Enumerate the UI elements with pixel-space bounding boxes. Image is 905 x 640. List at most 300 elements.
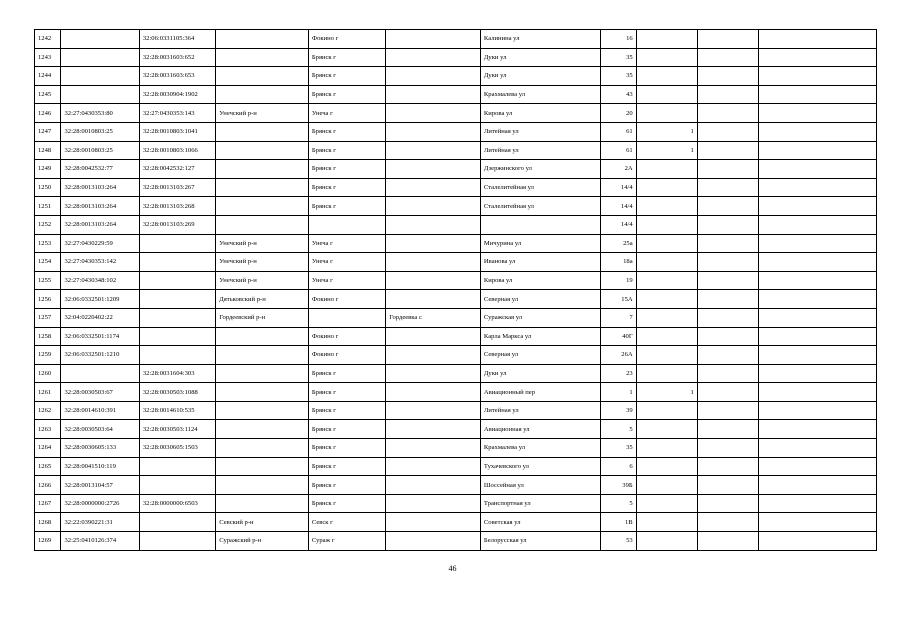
- district-cell: [216, 494, 309, 513]
- settlement-cell: [386, 197, 481, 216]
- extra-2-cell: [758, 457, 876, 476]
- table-row: [35, 234, 877, 253]
- cadastral-number-cell: [61, 85, 139, 104]
- table-row: [35, 253, 877, 272]
- city-cell: Брянск г: [308, 494, 385, 513]
- city-cell: Севск г: [308, 513, 385, 532]
- building-cell: [636, 457, 697, 476]
- house-number-cell: 1: [601, 383, 637, 402]
- building-cell: [636, 197, 697, 216]
- district-cell: [216, 420, 309, 439]
- house-number-cell: 14/4: [601, 215, 637, 234]
- city-cell: Брянск г: [308, 67, 385, 86]
- city-cell: Фокино г: [308, 290, 385, 309]
- cadastral-number-cell: 32:25:0410126:374: [61, 532, 139, 551]
- sub-cadastral-number-cell: 32:28:0010803:1066: [139, 141, 215, 160]
- district-cell: [216, 476, 309, 495]
- extra-2-cell: [758, 122, 876, 141]
- cadastral-number-cell: 32:04:0220402:22: [61, 308, 139, 327]
- row-number-cell: 1248: [35, 141, 61, 160]
- building-cell: 1: [636, 122, 697, 141]
- building-cell: [636, 215, 697, 234]
- cadastral-number-cell: 32:28:0010803:25: [61, 141, 139, 160]
- extra-1-cell: [697, 104, 758, 123]
- extra-2-cell: [758, 401, 876, 420]
- building-cell: [636, 30, 697, 49]
- extra-2-cell: [758, 494, 876, 513]
- table-row: [35, 67, 877, 86]
- extra-1-cell: [697, 178, 758, 197]
- building-cell: [636, 48, 697, 67]
- building-cell: [636, 364, 697, 383]
- house-number-cell: 19: [601, 271, 637, 290]
- sub-cadastral-number-cell: 32:28:0030503:1088: [139, 383, 215, 402]
- district-cell: [216, 439, 309, 458]
- city-cell: Унеча г: [308, 271, 385, 290]
- table-row: [35, 160, 877, 179]
- settlement-cell: Гордеевка с: [386, 308, 481, 327]
- extra-2-cell: [758, 439, 876, 458]
- street-cell: Сталелитейная ул: [480, 178, 600, 197]
- extra-1-cell: [697, 439, 758, 458]
- cadastral-number-cell: 32:06:0332501:1209: [61, 290, 139, 309]
- settlement-cell: [386, 420, 481, 439]
- row-number-cell: 1263: [35, 420, 61, 439]
- row-number-cell: 1242: [35, 30, 61, 49]
- house-number-cell: 14/4: [601, 178, 637, 197]
- extra-1-cell: [697, 160, 758, 179]
- settlement-cell: [386, 215, 481, 234]
- table-row: [35, 439, 877, 458]
- district-cell: Унечский р-н: [216, 253, 309, 272]
- settlement-cell: [386, 234, 481, 253]
- extra-2-cell: [758, 160, 876, 179]
- street-cell: Тухачевского ул: [480, 457, 600, 476]
- registry-table: [34, 29, 877, 551]
- extra-2-cell: [758, 48, 876, 67]
- street-cell: Белорусская ул: [480, 532, 600, 551]
- table-row: [35, 178, 877, 197]
- row-number-cell: 1244: [35, 67, 61, 86]
- row-number-cell: 1265: [35, 457, 61, 476]
- district-cell: [216, 30, 309, 49]
- row-number-cell: 1254: [35, 253, 61, 272]
- sub-cadastral-number-cell: [139, 476, 215, 495]
- district-cell: Унечский р-н: [216, 104, 309, 123]
- sub-cadastral-number-cell: [139, 308, 215, 327]
- city-cell: Фокино г: [308, 346, 385, 365]
- table-row: [35, 197, 877, 216]
- building-cell: [636, 401, 697, 420]
- row-number-cell: 1249: [35, 160, 61, 179]
- house-number-cell: 7: [601, 308, 637, 327]
- extra-2-cell: [758, 364, 876, 383]
- sub-cadastral-number-cell: [139, 327, 215, 346]
- house-number-cell: 5: [601, 420, 637, 439]
- cadastral-number-cell: [61, 67, 139, 86]
- district-cell: Унечский р-н: [216, 234, 309, 253]
- building-cell: [636, 420, 697, 439]
- building-cell: 1: [636, 141, 697, 160]
- district-cell: [216, 197, 309, 216]
- cadastral-number-cell: 32:27:0430353:142: [61, 253, 139, 272]
- extra-1-cell: [697, 271, 758, 290]
- extra-1-cell: [697, 197, 758, 216]
- house-number-cell: 25а: [601, 234, 637, 253]
- building-cell: [636, 513, 697, 532]
- street-cell: Мичурина ул: [480, 234, 600, 253]
- street-cell: Калинина ул: [480, 30, 600, 49]
- city-cell: Брянск г: [308, 160, 385, 179]
- city-cell: Брянск г: [308, 85, 385, 104]
- city-cell: Брянск г: [308, 48, 385, 67]
- settlement-cell: [386, 383, 481, 402]
- table-row: [35, 215, 877, 234]
- district-cell: [216, 48, 309, 67]
- city-cell: Брянск г: [308, 141, 385, 160]
- row-number-cell: 1250: [35, 178, 61, 197]
- extra-1-cell: [697, 494, 758, 513]
- extra-1-cell: [697, 122, 758, 141]
- extra-1-cell: [697, 290, 758, 309]
- house-number-cell: 14/4: [601, 197, 637, 216]
- table-row: [35, 30, 877, 49]
- settlement-cell: [386, 532, 481, 551]
- street-cell: Суражская ул: [480, 308, 600, 327]
- street-cell: Дуки ул: [480, 67, 600, 86]
- row-number-cell: 1251: [35, 197, 61, 216]
- house-number-cell: 35: [601, 67, 637, 86]
- row-number-cell: 1268: [35, 513, 61, 532]
- settlement-cell: [386, 178, 481, 197]
- table-row: [35, 104, 877, 123]
- building-cell: [636, 234, 697, 253]
- city-cell: [308, 308, 385, 327]
- extra-2-cell: [758, 215, 876, 234]
- row-number-cell: 1266: [35, 476, 61, 495]
- house-number-cell: 43: [601, 85, 637, 104]
- street-cell: Иванова ул: [480, 253, 600, 272]
- street-cell: Литейная ул: [480, 141, 600, 160]
- settlement-cell: [386, 513, 481, 532]
- sub-cadastral-number-cell: 32:28:0013103:267: [139, 178, 215, 197]
- row-number-cell: 1256: [35, 290, 61, 309]
- cadastral-number-cell: 32:28:0030605:133: [61, 439, 139, 458]
- house-number-cell: 18а: [601, 253, 637, 272]
- row-number-cell: 1257: [35, 308, 61, 327]
- district-cell: [216, 327, 309, 346]
- table-row: [35, 308, 877, 327]
- settlement-cell: [386, 290, 481, 309]
- cadastral-number-cell: 32:28:0010803:25: [61, 122, 139, 141]
- district-cell: [216, 141, 309, 160]
- extra-1-cell: [697, 215, 758, 234]
- city-cell: Брянск г: [308, 197, 385, 216]
- extra-1-cell: [697, 476, 758, 495]
- row-number-cell: 1253: [35, 234, 61, 253]
- district-cell: Унечский р-н: [216, 271, 309, 290]
- table-row: [35, 364, 877, 383]
- table-row: [35, 401, 877, 420]
- sub-cadastral-number-cell: 32:28:0013103:268: [139, 197, 215, 216]
- settlement-cell: [386, 457, 481, 476]
- extra-2-cell: [758, 290, 876, 309]
- building-cell: [636, 494, 697, 513]
- sub-cadastral-number-cell: 32:27:0430353:143: [139, 104, 215, 123]
- cadastral-number-cell: 32:28:0013103:264: [61, 215, 139, 234]
- street-cell: Карла Маркса ул: [480, 327, 600, 346]
- street-cell: Транспортная ул: [480, 494, 600, 513]
- street-cell: Крахмалева ул: [480, 85, 600, 104]
- cadastral-number-cell: [61, 48, 139, 67]
- extra-1-cell: [697, 346, 758, 365]
- extra-2-cell: [758, 308, 876, 327]
- city-cell: Брянск г: [308, 420, 385, 439]
- settlement-cell: [386, 494, 481, 513]
- sub-cadastral-number-cell: 32:28:0000000:6503: [139, 494, 215, 513]
- table-row: [35, 383, 877, 402]
- house-number-cell: 39Б: [601, 476, 637, 495]
- street-cell: Авиационный пер: [480, 383, 600, 402]
- house-number-cell: 35: [601, 439, 637, 458]
- sub-cadastral-number-cell: [139, 532, 215, 551]
- table-row: [35, 48, 877, 67]
- extra-1-cell: [697, 141, 758, 160]
- district-cell: [216, 160, 309, 179]
- extra-1-cell: [697, 401, 758, 420]
- table-row: [35, 290, 877, 309]
- extra-1-cell: [697, 420, 758, 439]
- district-cell: [216, 364, 309, 383]
- settlement-cell: [386, 122, 481, 141]
- building-cell: [636, 346, 697, 365]
- extra-2-cell: [758, 327, 876, 346]
- house-number-cell: 1В: [601, 513, 637, 532]
- city-cell: Унеча г: [308, 234, 385, 253]
- extra-1-cell: [697, 67, 758, 86]
- extra-1-cell: [697, 513, 758, 532]
- city-cell: Брянск г: [308, 476, 385, 495]
- extra-1-cell: [697, 383, 758, 402]
- district-cell: Гордеевский р-н: [216, 308, 309, 327]
- sub-cadastral-number-cell: 32:06:0331105:364: [139, 30, 215, 49]
- extra-1-cell: [697, 457, 758, 476]
- street-cell: Кирова ул: [480, 271, 600, 290]
- extra-1-cell: [697, 253, 758, 272]
- sub-cadastral-number-cell: 32:28:0031603:652: [139, 48, 215, 67]
- extra-1-cell: [697, 85, 758, 104]
- extra-1-cell: [697, 364, 758, 383]
- building-cell: [636, 308, 697, 327]
- sub-cadastral-number-cell: [139, 346, 215, 365]
- city-cell: Брянск г: [308, 122, 385, 141]
- extra-2-cell: [758, 346, 876, 365]
- house-number-cell: 5: [601, 494, 637, 513]
- building-cell: [636, 532, 697, 551]
- row-number-cell: 1262: [35, 401, 61, 420]
- cadastral-number-cell: 32:27:0430348:102: [61, 271, 139, 290]
- table-row: [35, 457, 877, 476]
- settlement-cell: [386, 48, 481, 67]
- extra-2-cell: [758, 178, 876, 197]
- building-cell: [636, 85, 697, 104]
- building-cell: [636, 253, 697, 272]
- row-number-cell: 1252: [35, 215, 61, 234]
- building-cell: [636, 439, 697, 458]
- district-cell: [216, 457, 309, 476]
- street-cell: Крахмалева ул: [480, 439, 600, 458]
- house-number-cell: 61: [601, 122, 637, 141]
- row-number-cell: 1246: [35, 104, 61, 123]
- house-number-cell: 26А: [601, 346, 637, 365]
- extra-2-cell: [758, 513, 876, 532]
- sub-cadastral-number-cell: 32:28:0030503:1124: [139, 420, 215, 439]
- sub-cadastral-number-cell: [139, 234, 215, 253]
- street-cell: Кирова ул: [480, 104, 600, 123]
- city-cell: Брянск г: [308, 401, 385, 420]
- district-cell: [216, 122, 309, 141]
- cadastral-number-cell: [61, 30, 139, 49]
- row-number-cell: 1243: [35, 48, 61, 67]
- settlement-cell: [386, 364, 481, 383]
- table-row: [35, 141, 877, 160]
- cadastral-number-cell: 32:28:0013103:264: [61, 197, 139, 216]
- settlement-cell: [386, 439, 481, 458]
- extra-2-cell: [758, 197, 876, 216]
- row-number-cell: 1245: [35, 85, 61, 104]
- sub-cadastral-number-cell: [139, 457, 215, 476]
- extra-2-cell: [758, 420, 876, 439]
- district-cell: Севский р-н: [216, 513, 309, 532]
- district-cell: [216, 215, 309, 234]
- house-number-cell: 53: [601, 532, 637, 551]
- district-cell: Дятьковский р-н: [216, 290, 309, 309]
- table-row: [35, 346, 877, 365]
- row-number-cell: 1261: [35, 383, 61, 402]
- row-number-cell: 1269: [35, 532, 61, 551]
- city-cell: Фокино г: [308, 327, 385, 346]
- street-cell: Литейная ул: [480, 122, 600, 141]
- row-number-cell: 1264: [35, 439, 61, 458]
- cadastral-number-cell: 32:28:0013103:264: [61, 178, 139, 197]
- house-number-cell: 23: [601, 364, 637, 383]
- cadastral-number-cell: [61, 364, 139, 383]
- house-number-cell: 16: [601, 30, 637, 49]
- city-cell: [308, 215, 385, 234]
- extra-2-cell: [758, 234, 876, 253]
- sub-cadastral-number-cell: 32:28:0042532:127: [139, 160, 215, 179]
- district-cell: [216, 67, 309, 86]
- street-cell: Авиационная ул: [480, 420, 600, 439]
- settlement-cell: [386, 401, 481, 420]
- sub-cadastral-number-cell: 32:28:0010803:1041: [139, 122, 215, 141]
- street-cell: Сталелитейная ул: [480, 197, 600, 216]
- table-row: [35, 327, 877, 346]
- cadastral-number-cell: 32:06:0332501:1210: [61, 346, 139, 365]
- extra-1-cell: [697, 532, 758, 551]
- street-cell: Литейная ул: [480, 401, 600, 420]
- settlement-cell: [386, 104, 481, 123]
- settlement-cell: [386, 346, 481, 365]
- house-number-cell: 40Г: [601, 327, 637, 346]
- building-cell: [636, 327, 697, 346]
- building-cell: [636, 104, 697, 123]
- house-number-cell: 15А: [601, 290, 637, 309]
- building-cell: [636, 290, 697, 309]
- cadastral-number-cell: 32:28:0042532:77: [61, 160, 139, 179]
- district-cell: Суражский р-н: [216, 532, 309, 551]
- sub-cadastral-number-cell: [139, 253, 215, 272]
- settlement-cell: [386, 30, 481, 49]
- row-number-cell: 1267: [35, 494, 61, 513]
- settlement-cell: [386, 67, 481, 86]
- city-cell: Брянск г: [308, 364, 385, 383]
- city-cell: Унеча г: [308, 253, 385, 272]
- building-cell: [636, 271, 697, 290]
- house-number-cell: 61: [601, 141, 637, 160]
- sub-cadastral-number-cell: [139, 290, 215, 309]
- extra-2-cell: [758, 85, 876, 104]
- cadastral-number-cell: 32:28:0041510:119: [61, 457, 139, 476]
- cadastral-number-cell: 32:22:0390221:31: [61, 513, 139, 532]
- extra-2-cell: [758, 104, 876, 123]
- settlement-cell: [386, 253, 481, 272]
- cadastral-number-cell: 32:27:0430353:80: [61, 104, 139, 123]
- table-row: [35, 532, 877, 551]
- city-cell: Фокино г: [308, 30, 385, 49]
- street-cell: Дуки ул: [480, 48, 600, 67]
- building-cell: [636, 160, 697, 179]
- cadastral-number-cell: 32:28:0014610:391: [61, 401, 139, 420]
- house-number-cell: 6: [601, 457, 637, 476]
- district-cell: [216, 401, 309, 420]
- sub-cadastral-number-cell: 32:28:0031603:653: [139, 67, 215, 86]
- building-cell: 1: [636, 383, 697, 402]
- cadastral-number-cell: 32:28:0000000:2726: [61, 494, 139, 513]
- table-row: [35, 85, 877, 104]
- sub-cadastral-number-cell: 32:28:0030904:1902: [139, 85, 215, 104]
- building-cell: [636, 178, 697, 197]
- extra-2-cell: [758, 532, 876, 551]
- settlement-cell: [386, 141, 481, 160]
- house-number-cell: 39: [601, 401, 637, 420]
- row-number-cell: 1260: [35, 364, 61, 383]
- cadastral-number-cell: 32:27:0430229:59: [61, 234, 139, 253]
- extra-2-cell: [758, 476, 876, 495]
- table-row: [35, 513, 877, 532]
- extra-2-cell: [758, 253, 876, 272]
- settlement-cell: [386, 327, 481, 346]
- sub-cadastral-number-cell: 32:28:0031604:303: [139, 364, 215, 383]
- settlement-cell: [386, 271, 481, 290]
- street-cell: Северная ул: [480, 346, 600, 365]
- extra-1-cell: [697, 308, 758, 327]
- street-cell: [480, 215, 600, 234]
- street-cell: Дзержинского ул: [480, 160, 600, 179]
- cadastral-number-cell: 32:28:0013104:57: [61, 476, 139, 495]
- table-row: [35, 494, 877, 513]
- sub-cadastral-number-cell: 32:28:0030605:1503: [139, 439, 215, 458]
- settlement-cell: [386, 160, 481, 179]
- building-cell: [636, 476, 697, 495]
- building-cell: [636, 67, 697, 86]
- city-cell: Брянск г: [308, 439, 385, 458]
- street-cell: Советская ул: [480, 513, 600, 532]
- extra-2-cell: [758, 271, 876, 290]
- sub-cadastral-number-cell: [139, 271, 215, 290]
- street-cell: Северная ул: [480, 290, 600, 309]
- cadastral-number-cell: 32:06:0332501:1174: [61, 327, 139, 346]
